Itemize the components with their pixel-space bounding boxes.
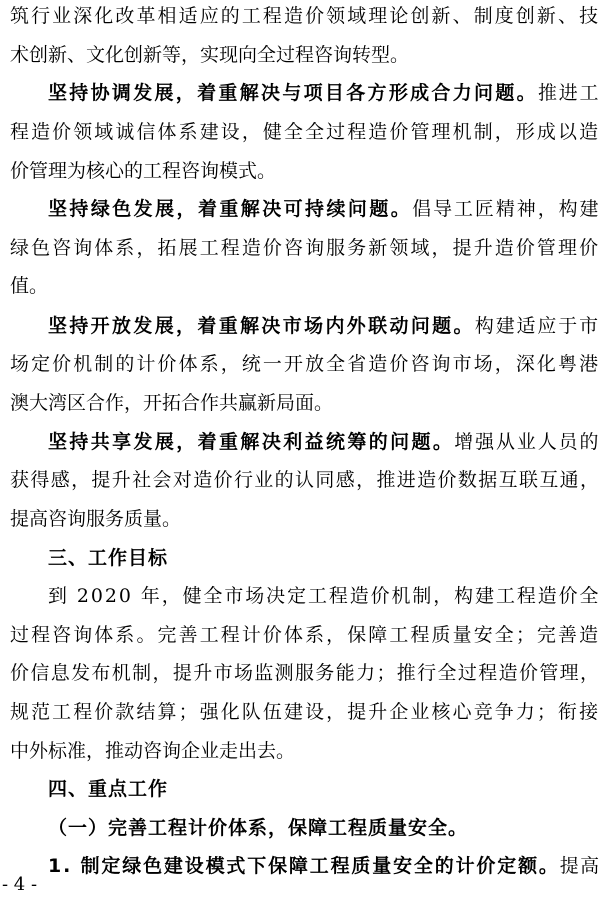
line-text: 规范工程价款结算；强化队伍建设，提升企业核心竞争力；衔接: [10, 701, 601, 723]
body-line: [10, 661, 600, 685]
line-text: 增强从业人员的: [454, 431, 601, 453]
line-text: 四、重点工作: [48, 778, 169, 800]
line-text: 到 2020 年，健全市场决定工程造价机制，构建工程造价全: [48, 585, 601, 607]
bold-lead-sentence: 坚持绿色发展，着重解决可持续问题。: [48, 198, 413, 220]
line-text: 术创新、文化创新等，实现向全过程咨询转型。: [10, 44, 410, 66]
body-line: [10, 352, 600, 376]
line-text: 澳大湾区合作，开拓合作共赢新局面。: [10, 392, 334, 414]
body-line: [10, 120, 600, 144]
bold-lead-sentence: 1. 制定绿色建设模式下保障工程质量安全的计价定额。: [48, 855, 560, 877]
section-heading: [48, 777, 168, 801]
line-text: 构建适应于市: [474, 315, 600, 337]
body-line: [10, 739, 295, 763]
body-line: [10, 236, 600, 260]
body-line: [10, 4, 600, 28]
line-text: 场定价机制的计价体系，统一开放全省造价咨询市场，深化粤港: [10, 353, 601, 375]
subsection-heading: [48, 816, 468, 840]
line-text: 中外标准，推动咨询企业走出去。: [10, 740, 296, 762]
line-text: 值。: [10, 275, 49, 297]
line-text: 倡导工匠精神，构建: [412, 198, 601, 220]
bold-lead-sentence: 坚持开放发展，着重解决市场内外联动问题。: [48, 315, 475, 337]
body-line: [10, 623, 600, 647]
page-number: - 4 -: [2, 874, 38, 895]
paragraph-first-line: [48, 430, 600, 454]
line-text: 程造价领域诚信体系建设，健全全过程造价管理机制，形成以造: [10, 121, 601, 143]
line-text: 价管理为核心的工程咨询模式。: [10, 160, 277, 182]
line-text: 绿色咨询体系，拓展工程造价咨询服务新领域，提升造价管理价: [10, 237, 601, 259]
bold-lead-sentence: 坚持共享发展，着重解决利益统筹的问题。: [48, 431, 455, 453]
body-line: [10, 700, 600, 724]
body-line: [10, 43, 409, 67]
paragraph-first-line: [48, 854, 600, 878]
line-text: 价信息发布机制，提升市场监测服务能力；推行全过程造价管理，: [10, 662, 601, 684]
section-heading: [48, 546, 168, 570]
body-line: [10, 391, 333, 415]
body-line: [10, 159, 276, 183]
line-text: 获得感，提升社会对造价行业的认同感，推进造价数据互联互通，: [10, 469, 601, 491]
body-line: [10, 507, 181, 531]
body-line: [10, 274, 48, 298]
line-text: 提高: [559, 855, 601, 877]
line-text: 过程咨询体系。完善工程计价体系，保障工程质量安全；完善造: [10, 624, 601, 646]
paragraph-first-line: [48, 584, 600, 608]
paragraph-first-line: [48, 314, 600, 338]
paragraph-first-line: [48, 197, 600, 221]
body-line: [10, 468, 600, 492]
line-text: 三、工作目标: [48, 547, 169, 569]
line-text: 筑行业深化改革相适应的工程造价领域理论创新、制度创新、技: [10, 5, 601, 27]
bold-lead-sentence: 坚持协调发展，着重解决与项目各方形成合力问题。: [48, 82, 538, 104]
line-text: 推进工: [537, 82, 601, 104]
paragraph-first-line: [48, 81, 600, 105]
line-text: （一）完善工程计价体系，保障工程质量安全。: [48, 817, 469, 839]
line-text: 提高咨询服务质量。: [10, 508, 182, 530]
